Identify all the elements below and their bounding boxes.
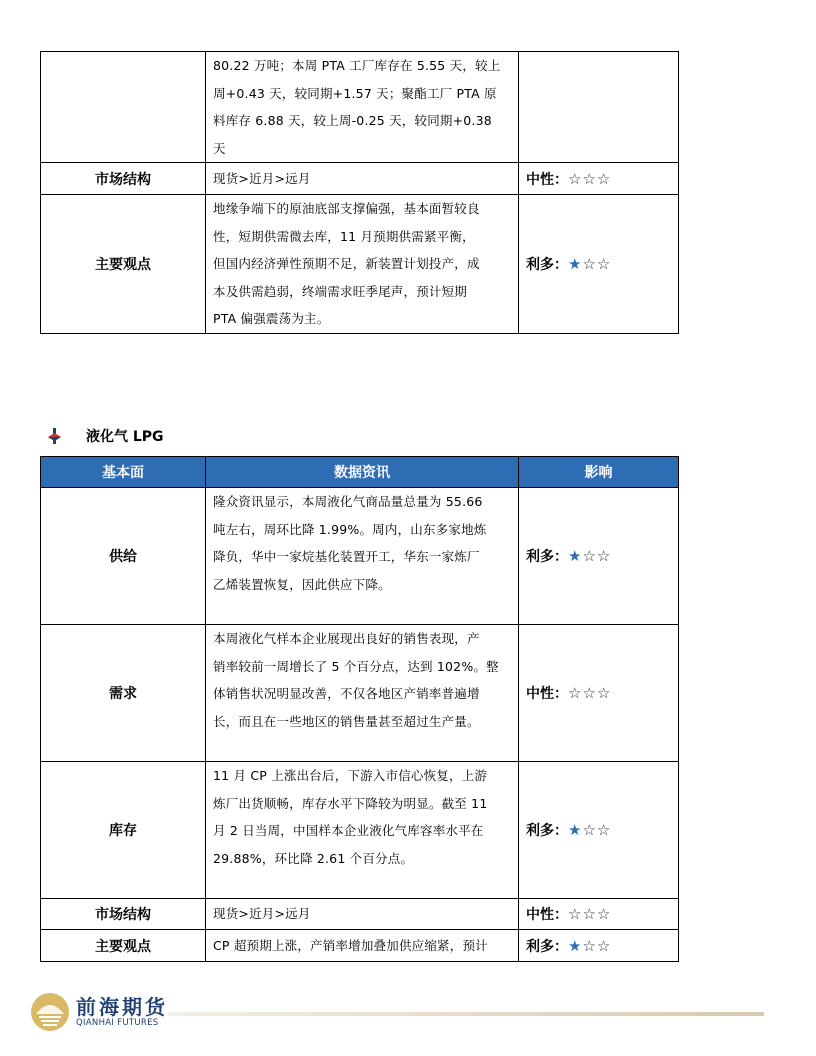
data-cell [206, 762, 519, 899]
data-cell [206, 163, 519, 195]
row-label: 供给 [41, 488, 206, 625]
row-label: 库存 [41, 762, 206, 899]
impact-label: 中性： [526, 171, 568, 188]
text-line: 月 2 日当周，中国样本企业液化气库容率水平在 [213, 823, 484, 838]
text-line: 隆众资讯显示，本周液化气商品量总量为 55.66 [213, 494, 483, 509]
text-line: 乙烯装置恢复，因此供应下降。 [213, 576, 391, 592]
column-header: 基本面 [41, 457, 206, 488]
row-label: 市场结构 [41, 163, 206, 195]
row-label [41, 52, 206, 163]
impact-label: 利多： [526, 549, 568, 565]
table-row [41, 625, 679, 762]
text-line: 但国内经济弹性预期不足，新装置计划投产，成 [213, 256, 480, 271]
star-rating-icon: ☆☆☆ [568, 169, 612, 188]
text-line: 29.88%，环比降 2.61 个百分点。 [213, 850, 414, 866]
text-line: 80.22 万吨；本周 PTA 工厂库存在 5.55 天，较上 [213, 58, 501, 73]
impact-cell [519, 163, 679, 195]
footer-logo [30, 992, 168, 1032]
text-line: CP 超预期上涨，产销率增加叠加供应缩紧，预计 [213, 937, 488, 953]
text-line: PTA 偏强震荡为主。 [213, 311, 330, 326]
table-header-row [41, 457, 679, 488]
text-line: 天 [213, 140, 226, 156]
impact-cell [519, 488, 679, 625]
row-label: 市场结构 [41, 899, 206, 930]
impact-label: 中性： [526, 686, 568, 702]
brand-name-cn: 前海期货 [76, 994, 168, 1019]
impact-label: 利多： [526, 938, 568, 955]
data-cell [206, 930, 519, 962]
text-line: 长，而且在一些地区的销售量甚至超过生产量。 [213, 713, 480, 729]
text-line: 11 月 CP 上涨出台后，下游入市信心恢复，上游 [213, 768, 488, 783]
table-row [41, 52, 679, 163]
text-line: 吨左右，周环比降 1.99%。周内，山东多家地炼 [213, 521, 487, 537]
diamond-bullet-icon [46, 427, 64, 445]
footer-divider [168, 1012, 764, 1016]
brand-name-en: QIANHAI FUTURES [76, 1017, 159, 1028]
table-row [41, 163, 679, 195]
data-cell [206, 488, 519, 625]
text-line: 现货>近月>远月 [213, 170, 311, 186]
data-cell [206, 52, 519, 163]
star-empty-icon: ☆☆☆ [568, 905, 612, 923]
impact-cell [519, 899, 679, 930]
text-line: 地缘争端下的原油底部支撑偏强，基本面暂较良 [213, 201, 480, 216]
column-header: 数据资讯 [206, 457, 519, 488]
text-line: 销率较前一周增长了 5 个百分点，达到 102%。整 [213, 658, 499, 674]
table-row [41, 930, 679, 962]
text-line: 本周液化气样本企业展现出良好的销售表现，产 [213, 631, 480, 646]
impact-label: 中性： [526, 907, 568, 923]
data-cell [206, 899, 519, 930]
star-empty-icon: ☆☆ [582, 547, 612, 565]
section-title: 液化气 LPG [86, 429, 164, 445]
impact-cell [519, 52, 679, 163]
star-filled-icon: ★ [568, 821, 583, 839]
star-empty-icon: ☆☆ [582, 254, 612, 273]
text-line: 体销售状况明显改善，不仅各地区产销率普遍增 [213, 686, 480, 701]
logo-emblem-icon [30, 992, 70, 1032]
star-filled-icon: ★ [568, 254, 583, 273]
text-line: 现货>近月>远月 [213, 906, 311, 922]
section-heading [46, 425, 164, 447]
row-label: 需求 [41, 625, 206, 762]
pta-table [40, 51, 679, 334]
impact-cell [519, 930, 679, 962]
impact-cell [519, 195, 679, 334]
table-row [41, 762, 679, 899]
impact-cell [519, 625, 679, 762]
table-row [41, 195, 679, 334]
text-line: 炼厂出货顺畅，库存水平下降较为明显。截至 11 [213, 795, 488, 811]
text-line: 性，短期供需微去库，11 月预期供需紧平衡， [213, 228, 475, 244]
text-line: 周+0.43 天，较同期+1.57 天；聚酯工厂 PTA 原 [213, 85, 497, 101]
star-filled-icon: ★ [568, 547, 583, 565]
text-line: 料库存 6.88 天，较上周-0.25 天，较同期+0.38 [213, 113, 492, 128]
lpg-table [40, 456, 679, 962]
row-label: 主要观点 [41, 195, 206, 334]
data-cell [206, 195, 519, 334]
text-line: 降负，华中一家烷基化装置开工，华东一家炼厂 [213, 549, 480, 564]
table-row [41, 899, 679, 930]
impact-cell [519, 762, 679, 899]
data-cell [206, 625, 519, 762]
text-line: 本及供需趋弱，终端需求旺季尾声，预计短期 [213, 283, 468, 299]
column-header: 影响 [519, 457, 679, 488]
star-empty-icon: ☆☆ [582, 936, 612, 955]
table-row [41, 488, 679, 625]
star-filled-icon: ★ [568, 936, 583, 955]
star-empty-icon: ☆☆☆ [568, 684, 612, 702]
impact-label: 利多： [526, 823, 568, 839]
star-empty-icon: ☆☆ [582, 821, 612, 839]
row-label: 主要观点 [41, 930, 206, 962]
brand-name [76, 996, 168, 1029]
impact-label: 利多： [526, 256, 568, 273]
